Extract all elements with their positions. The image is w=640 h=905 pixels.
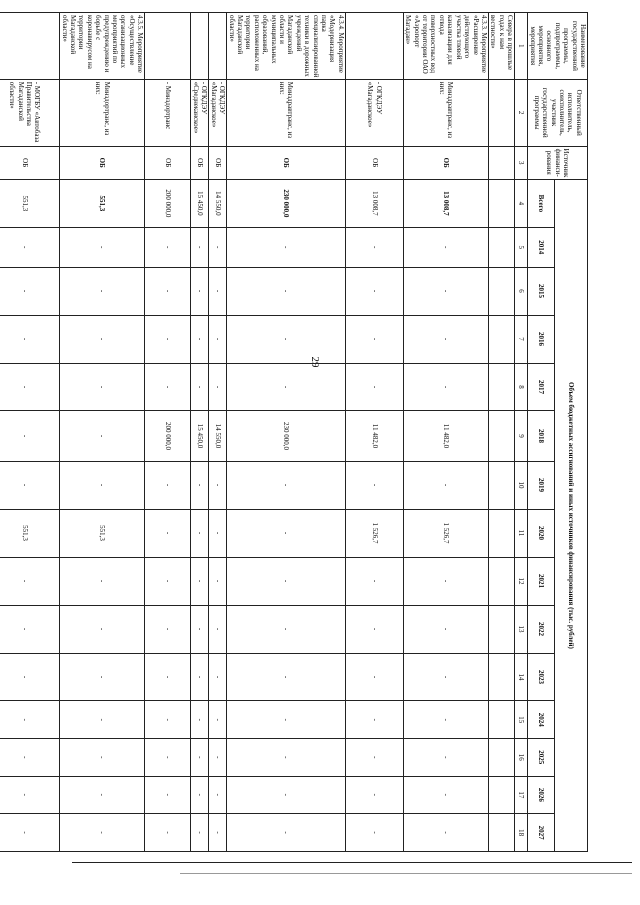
row-value-cell: 551,3 [0, 509, 60, 557]
row-total-cell: 13 008,7 [403, 179, 488, 227]
row-value-cell: - [60, 814, 145, 852]
header-year: 2024 [528, 701, 555, 739]
row-value-cell: - [209, 509, 227, 557]
table-row [403, 13, 488, 852]
row-value-cell: - [403, 267, 488, 315]
header-year: 2019 [528, 461, 555, 509]
table-row [60, 13, 145, 852]
row-value-cell: - [403, 653, 488, 701]
row-name-cell [191, 13, 209, 80]
row-value-cell: - [60, 557, 145, 605]
row-value-cell: - [227, 776, 346, 814]
row-value-cell: 1 526,7 [403, 509, 488, 557]
row-source-cell: ОБ [60, 146, 145, 179]
row-value-cell [488, 814, 514, 852]
row-value-cell: - [403, 605, 488, 653]
row-name-cell: 4.3.5. Мероприятие «Осуществление организационных мероприятий по предупреждению и борьбе с коронавирусом на территории Магаданской области» [60, 13, 145, 80]
row-value-cell: - [191, 227, 209, 267]
row-total-cell: 14 550,0 [209, 179, 227, 227]
row-value-cell [488, 653, 514, 701]
row-value-cell: - [209, 363, 227, 411]
row-value-cell: - [345, 739, 403, 777]
row-value-cell: - [227, 653, 346, 701]
table-row [191, 13, 209, 852]
row-name-cell [145, 13, 191, 80]
row-value-cell: - [209, 814, 227, 852]
row-value-cell: - [403, 557, 488, 605]
header-year: 2015 [528, 267, 555, 315]
row-source-cell [488, 146, 514, 179]
row-value-cell: - [191, 557, 209, 605]
row-value-cell: - [145, 653, 191, 701]
row-value-cell [488, 739, 514, 777]
row-value-cell: 1 526,7 [345, 509, 403, 557]
row-value-cell [488, 267, 514, 315]
row-value-cell: - [209, 776, 227, 814]
row-executor-cell: - МОГБУ «Автобаза Правительства Магаданской области» [0, 79, 60, 146]
row-value-cell: - [403, 701, 488, 739]
row-value-cell: - [145, 363, 191, 411]
row-name-cell: 4.3.3. Мероприятие «Расширение действующего участка тлевой канализации для отвода поверхностных вод от территории ОАО «Аэропорт Магадан» [403, 13, 488, 80]
row-value-cell: 15 450,0 [191, 411, 209, 461]
row-value-cell: - [403, 814, 488, 852]
table-row [227, 13, 346, 852]
row-value-cell: - [0, 701, 60, 739]
row-value-cell: - [345, 701, 403, 739]
header-year: 2026 [528, 776, 555, 814]
row-value-cell: - [403, 315, 488, 363]
row-value-cell: - [227, 701, 346, 739]
row-value-cell [488, 315, 514, 363]
row-executor-cell: Минздравтранс, из них: [227, 79, 346, 146]
row-value-cell: - [0, 461, 60, 509]
column-number: 9 [515, 411, 528, 461]
header-year: 2014 [528, 227, 555, 267]
row-executor-cell: Минздортранс, из них: [60, 79, 145, 146]
row-value-cell [488, 411, 514, 461]
row-value-cell: - [0, 557, 60, 605]
row-value-cell: - [209, 461, 227, 509]
row-value-cell: - [227, 461, 346, 509]
row-value-cell: - [60, 605, 145, 653]
row-value-cell: - [403, 739, 488, 777]
table-row [0, 13, 60, 852]
row-value-cell: - [60, 267, 145, 315]
column-number: 12 [515, 557, 528, 605]
row-value-cell: - [227, 315, 346, 363]
row-value-cell [488, 461, 514, 509]
row-value-cell: - [0, 739, 60, 777]
row-value-cell: - [345, 227, 403, 267]
row-value-cell: - [145, 315, 191, 363]
header-year: 2017 [528, 363, 555, 411]
row-value-cell: - [209, 267, 227, 315]
row-value-cell: - [209, 739, 227, 777]
row-value-cell: - [145, 776, 191, 814]
column-number: 18 [515, 814, 528, 852]
row-source-cell: ОБ [145, 146, 191, 179]
row-value-cell [488, 776, 514, 814]
row-value-cell: - [60, 739, 145, 777]
row-name-cell [345, 13, 403, 80]
row-value-cell: - [345, 461, 403, 509]
row-value-cell: - [60, 227, 145, 267]
row-value-cell: - [403, 461, 488, 509]
row-value-cell: - [345, 814, 403, 852]
row-source-cell: ОБ [191, 146, 209, 179]
row-value-cell: - [0, 315, 60, 363]
row-value-cell: - [345, 315, 403, 363]
row-total-cell: 13 008,7 [345, 179, 403, 227]
row-total-cell: 551,3 [0, 179, 60, 227]
row-value-cell: - [227, 557, 346, 605]
header-name: Наименование государственной программы, подпрограммы, основного мероприятия, мероприятия [528, 13, 588, 80]
column-number: 17 [515, 776, 528, 814]
header-volume: Объем бюджетных ассигнований и иных источников финансирования (тыс. рублей) [554, 179, 587, 851]
table-row [209, 13, 227, 852]
column-number: 13 [515, 605, 528, 653]
row-value-cell: 11 482,0 [403, 411, 488, 461]
column-number: 3 [515, 146, 528, 179]
column-number: 4 [515, 179, 528, 227]
row-source-cell: ОБ [227, 146, 346, 179]
row-value-cell [488, 363, 514, 411]
column-number: 14 [515, 653, 528, 701]
row-value-cell: - [0, 605, 60, 653]
row-value-cell: - [0, 653, 60, 701]
row-value-cell: - [0, 227, 60, 267]
row-value-cell: - [191, 267, 209, 315]
row-total-cell: 551,3 [60, 179, 145, 227]
row-value-cell: - [191, 701, 209, 739]
row-executor-cell: - ОГКДЭУ «Среднеканское» [191, 79, 209, 146]
row-value-cell: - [209, 315, 227, 363]
column-number: 7 [515, 315, 528, 363]
row-value-cell: - [60, 776, 145, 814]
row-source-cell: ОБ [0, 146, 60, 179]
header-year: 2020 [528, 509, 555, 557]
row-value-cell: - [145, 267, 191, 315]
row-value-cell: 14 550,0 [209, 411, 227, 461]
row-value-cell [488, 227, 514, 267]
row-value-cell: 200 000,0 [145, 411, 191, 461]
header-executor: Ответственный исполнитель, соисполнитель, участник государственной программы [528, 79, 588, 146]
row-source-cell: ОБ [209, 146, 227, 179]
row-value-cell: - [145, 227, 191, 267]
row-value-cell: - [145, 509, 191, 557]
row-value-cell: - [209, 701, 227, 739]
header-year: 2018 [528, 411, 555, 461]
row-value-cell: - [0, 776, 60, 814]
column-number: 16 [515, 739, 528, 777]
row-value-cell: - [145, 461, 191, 509]
row-value-cell: - [60, 461, 145, 509]
row-value-cell: - [345, 557, 403, 605]
column-number: 15 [515, 701, 528, 739]
column-number: 10 [515, 461, 528, 509]
row-name-cell [0, 13, 60, 80]
row-value-cell: - [0, 411, 60, 461]
row-value-cell: - [191, 315, 209, 363]
column-number: 8 [515, 363, 528, 411]
row-value-cell: - [191, 653, 209, 701]
column-numbers-row [515, 13, 528, 852]
column-number: 5 [515, 227, 528, 267]
page-number: 29 [309, 356, 321, 368]
row-value-cell: - [345, 363, 403, 411]
row-value-cell: - [191, 363, 209, 411]
row-value-cell: - [145, 814, 191, 852]
financing-table-viewport [8, 12, 588, 852]
row-value-cell: - [227, 739, 346, 777]
bottom-rule-secondary [180, 873, 632, 874]
row-value-cell: 11 482,0 [345, 411, 403, 461]
row-value-cell: - [227, 363, 346, 411]
header-year: 2023 [528, 653, 555, 701]
row-value-cell: - [191, 461, 209, 509]
row-executor-cell: - Минздортранс [145, 79, 191, 146]
row-name-cell: Севера в прошлые годах к нам вестности» [488, 13, 514, 80]
header-year: 2027 [528, 814, 555, 852]
row-value-cell: - [191, 605, 209, 653]
row-source-cell: ОБ [403, 146, 488, 179]
row-value-cell: - [227, 814, 346, 852]
header-year: 2025 [528, 739, 555, 777]
row-executor-cell: - ОГКДЭУ «Магаданское» [209, 79, 227, 146]
column-number: 6 [515, 267, 528, 315]
row-executor-cell: Минздравтранс, из них: [403, 79, 488, 146]
row-value-cell: - [191, 739, 209, 777]
table-row [145, 13, 191, 852]
row-name-cell: 4.3.4. Мероприятие «Модернизация парка специализированной техники в дорожных учреждений Магаданской области и муниципальных образований, расположенных на территории Магаданской области» [227, 13, 346, 80]
row-value-cell: - [209, 605, 227, 653]
row-value-cell: - [345, 267, 403, 315]
financing-table-rotated [8, 12, 588, 852]
row-value-cell: - [403, 363, 488, 411]
row-value-cell: - [0, 267, 60, 315]
row-total-cell [488, 179, 514, 227]
row-value-cell [488, 509, 514, 557]
row-value-cell: - [345, 776, 403, 814]
row-value-cell: - [191, 814, 209, 852]
row-value-cell: - [403, 227, 488, 267]
row-value-cell: - [60, 701, 145, 739]
row-value-cell: - [60, 315, 145, 363]
column-number: 11 [515, 509, 528, 557]
table-row [488, 13, 514, 852]
row-value-cell: - [209, 653, 227, 701]
header-year: 2016 [528, 315, 555, 363]
column-number: 1 [515, 13, 528, 80]
header-year: 2021 [528, 557, 555, 605]
row-value-cell: - [0, 363, 60, 411]
row-value-cell [488, 701, 514, 739]
row-value-cell [488, 557, 514, 605]
header-source: Источник финанси-рования [528, 146, 588, 179]
row-value-cell [488, 605, 514, 653]
row-value-cell: - [227, 605, 346, 653]
row-total-cell: 230 000,0 [227, 179, 346, 227]
row-value-cell: - [60, 653, 145, 701]
row-value-cell: - [191, 509, 209, 557]
table-row [345, 13, 403, 852]
column-number: 2 [515, 79, 528, 146]
row-executor-cell: - ОГКДЭУ «Магаданское» [345, 79, 403, 146]
row-value-cell: 551,3 [60, 509, 145, 557]
header-year: 2022 [528, 605, 555, 653]
bottom-rule [72, 862, 632, 863]
row-value-cell: - [227, 509, 346, 557]
row-value-cell: - [345, 605, 403, 653]
header-total: Всего [528, 179, 555, 227]
row-value-cell: - [227, 267, 346, 315]
row-value-cell: - [145, 557, 191, 605]
row-value-cell: - [145, 701, 191, 739]
row-executor-cell [488, 79, 514, 146]
row-value-cell: - [60, 411, 145, 461]
row-value-cell: - [145, 739, 191, 777]
row-name-cell [209, 13, 227, 80]
row-total-cell: 15 450,0 [191, 179, 209, 227]
row-value-cell: - [403, 776, 488, 814]
row-value-cell: - [145, 605, 191, 653]
row-value-cell: - [209, 227, 227, 267]
row-source-cell: ОБ [345, 146, 403, 179]
row-value-cell: 230 000,0 [227, 411, 346, 461]
row-value-cell: - [345, 653, 403, 701]
financing-table [0, 12, 588, 852]
row-total-cell: 200 000,0 [145, 179, 191, 227]
row-value-cell: - [191, 776, 209, 814]
row-value-cell: - [209, 557, 227, 605]
table-body [0, 13, 515, 852]
row-value-cell: - [227, 227, 346, 267]
row-value-cell: - [60, 363, 145, 411]
row-value-cell: - [0, 814, 60, 852]
